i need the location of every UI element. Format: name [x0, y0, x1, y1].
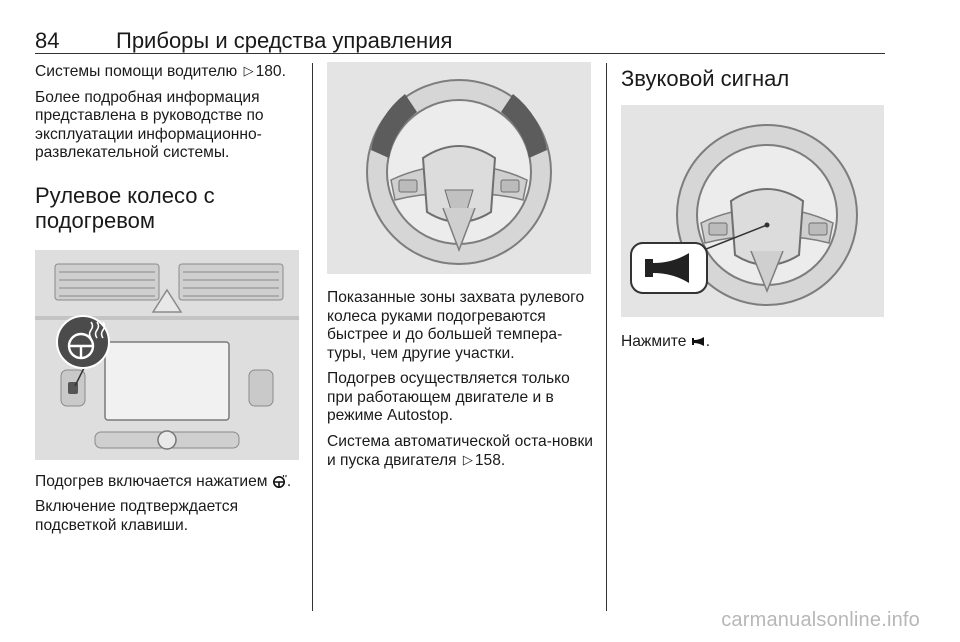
horn-icon	[691, 335, 706, 348]
horn-instruction: Нажмите .	[621, 333, 711, 350]
engine-running-note: Подогрев осуществляется только при работающем двигателе и в режиме Autostop.	[327, 370, 570, 424]
autostop-ref: Система автоматической оста-новки и пуска двигателя ▷ 158.	[327, 432, 593, 469]
air-vent-left	[55, 264, 159, 300]
reference-arrow-icon: ▷	[243, 63, 254, 78]
column-3	[621, 62, 886, 359]
grip-zones-description: Показанные зоны захвата рулевого колеса руками подогреваются быстрее и до большей темпера-туры, чем другие участки.	[327, 289, 585, 362]
infotainment-note: Более подробная информация представлена в руководстве по эксплуатации информационно-развлекательной системы.	[35, 88, 264, 161]
page-header	[35, 28, 885, 54]
dashboard-illustration	[35, 250, 299, 460]
activation-confirmation: Включение подтверждается подсветкой клавиши.	[35, 498, 239, 534]
steering-wheel-grip-zones-illustration	[327, 62, 591, 274]
horn-heading: Звуковой сигнал	[621, 66, 790, 91]
column-1	[35, 62, 300, 542]
reference-arrow-icon: ▷	[462, 452, 473, 467]
air-vent-right	[179, 264, 283, 300]
heated-steering-wheel-icon	[272, 475, 287, 488]
page-title: Приборы и средства управления	[116, 28, 453, 53]
page-ref-link[interactable]: 158.	[474, 452, 506, 469]
column-divider-2	[606, 63, 607, 611]
heating-activation: Подогрев включается нажатием .	[35, 472, 292, 490]
column-2	[327, 62, 597, 478]
page-number: 84	[35, 28, 60, 53]
infotainment-screen	[105, 342, 229, 420]
header-divider	[35, 53, 885, 54]
watermark: carmanualsonline.info	[721, 609, 920, 631]
page-ref-link[interactable]: 180.	[255, 63, 286, 80]
heated-wheel-heading: Рулевое колесо с подогревом	[35, 182, 215, 233]
column-divider-1	[312, 63, 313, 611]
driver-assist-ref: Системы помощи водителю ▷ 180.	[35, 63, 286, 80]
horn-steering-wheel-illustration	[621, 105, 884, 317]
heated-steering-wheel-icon	[57, 316, 109, 368]
